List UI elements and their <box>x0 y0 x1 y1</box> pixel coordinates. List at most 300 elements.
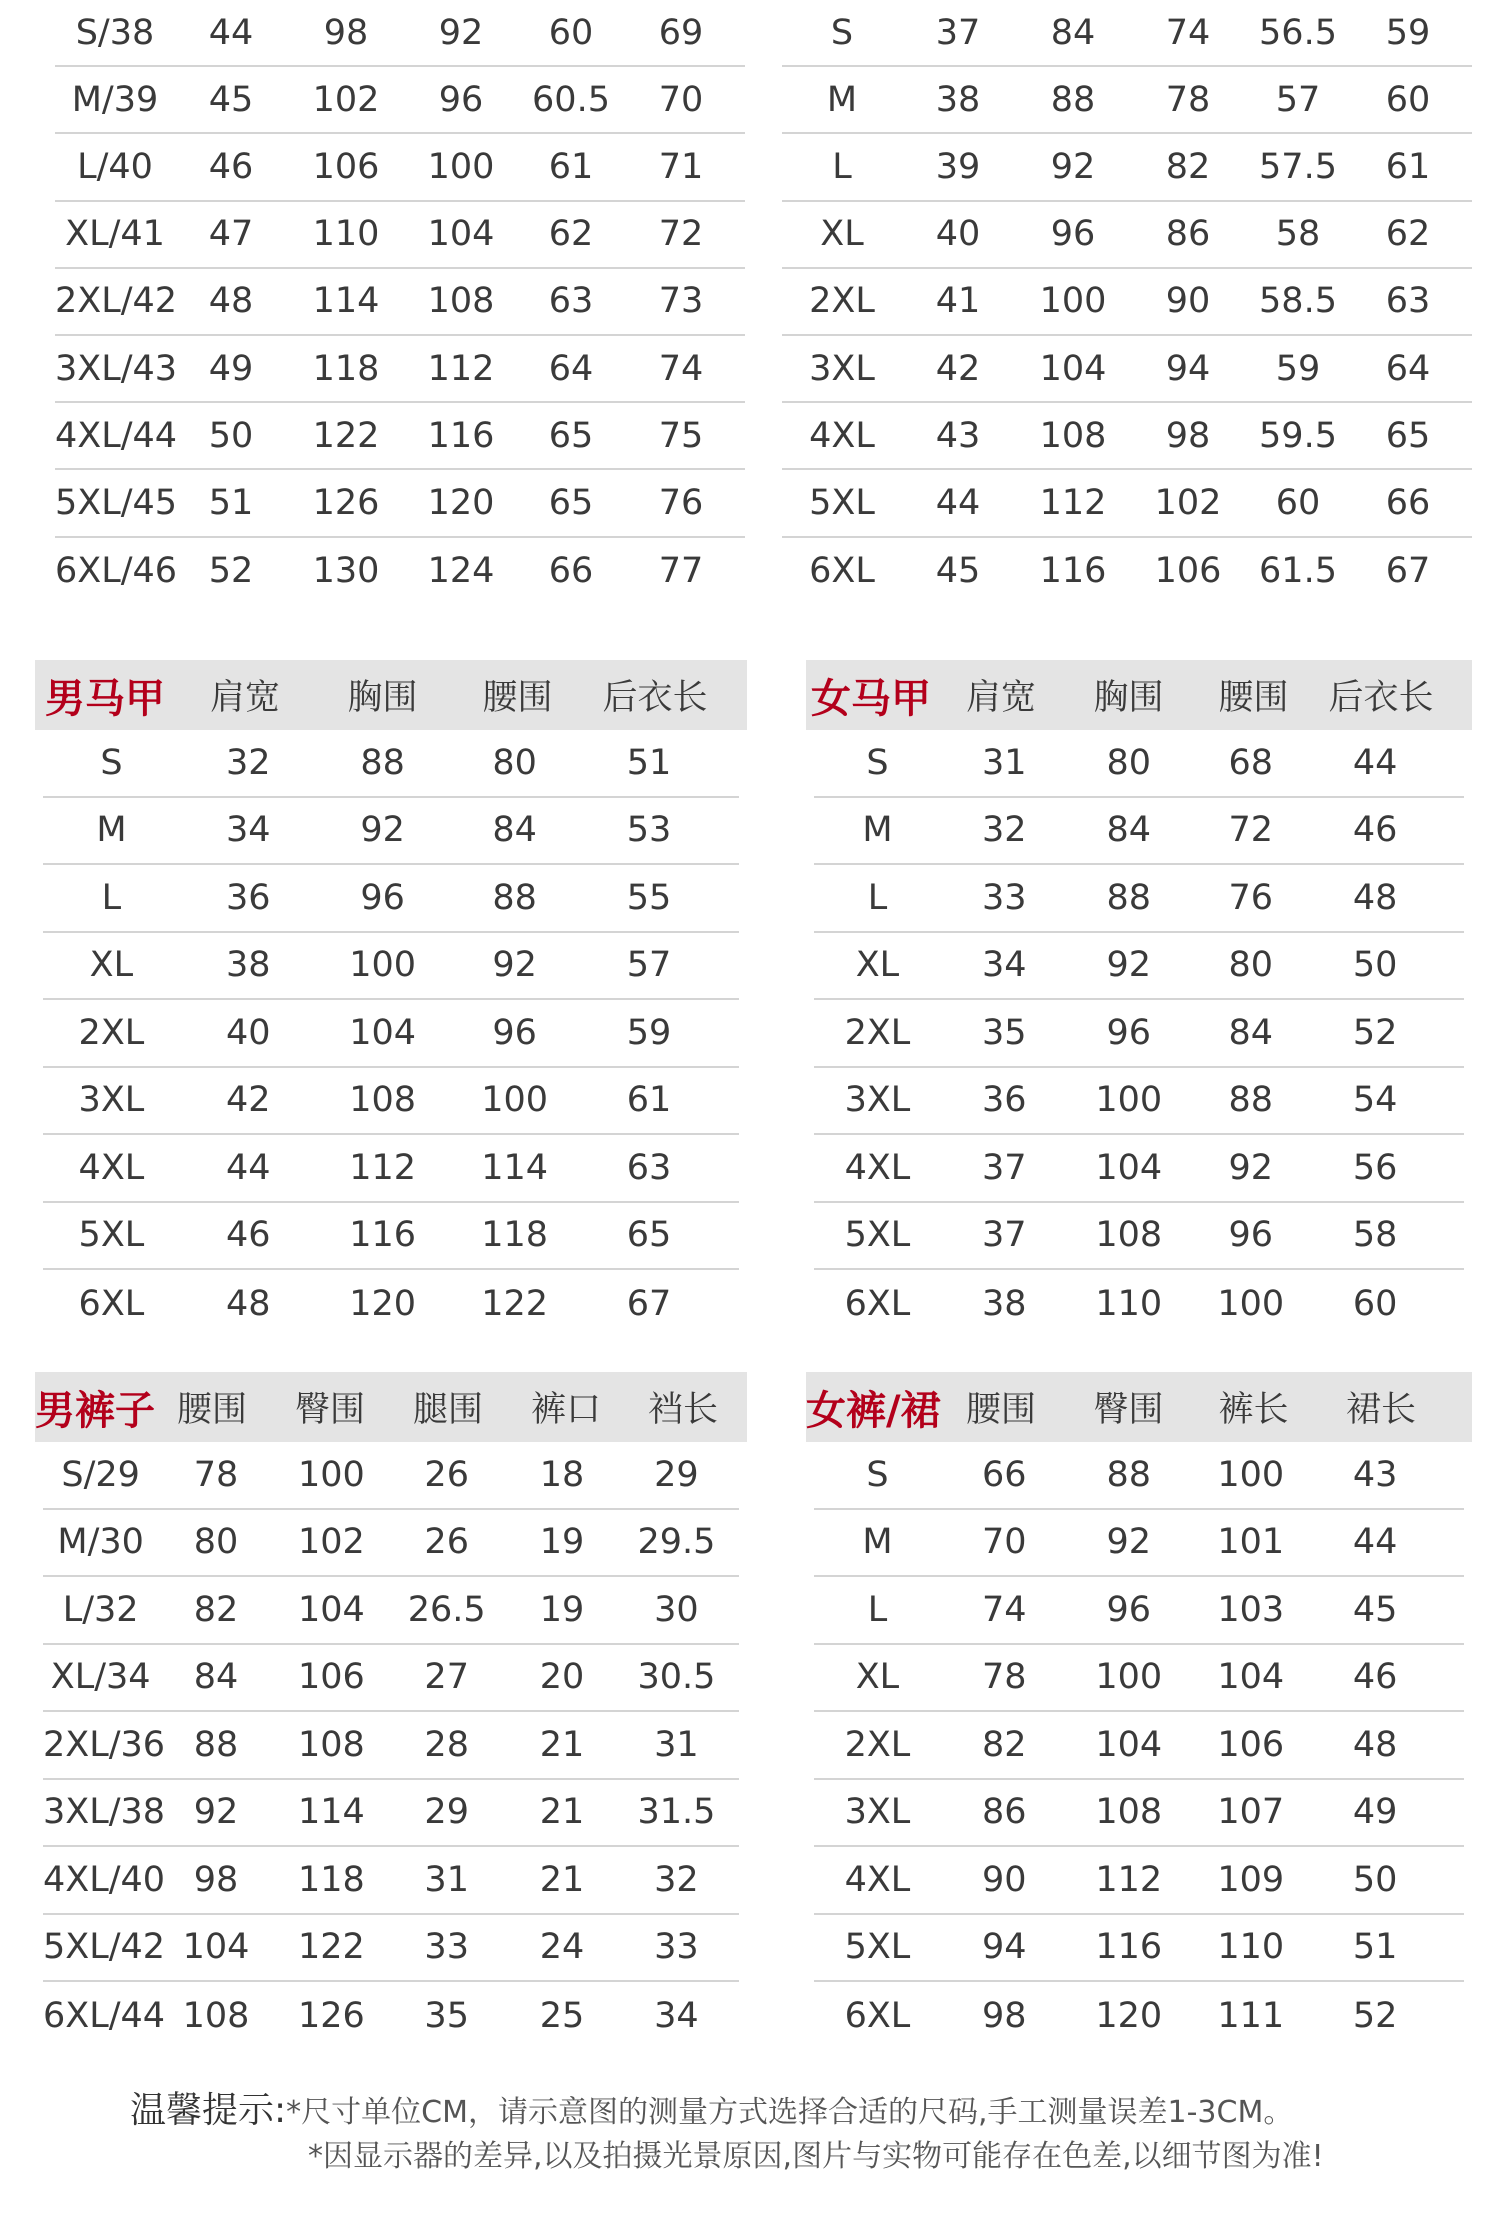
table-row <box>55 269 745 336</box>
measurement-value: 38 <box>935 79 981 120</box>
size-label: M <box>96 810 127 851</box>
size-label: L <box>832 146 852 187</box>
measurement-value: 41 <box>935 281 981 322</box>
table-row <box>782 134 1472 201</box>
measurement-value: 63 <box>548 281 594 322</box>
measurement-value: 84 <box>492 810 537 851</box>
column-header: 裙长 <box>1345 1390 1416 1430</box>
size-label: XL <box>89 945 134 986</box>
column-header: 腰围 <box>965 1390 1036 1430</box>
size-table-top-left <box>55 0 745 605</box>
measurement-value: 112 <box>1095 1859 1163 1900</box>
measurement-value: 88 <box>1106 1454 1152 1495</box>
measurement-value: 63 <box>1385 281 1431 322</box>
measurement-value: 84 <box>1050 12 1096 53</box>
table-row <box>55 470 745 537</box>
measurement-value: 112 <box>427 348 495 389</box>
measurement-value: 21 <box>539 1792 585 1833</box>
table-row <box>43 1712 739 1780</box>
measurement-value: 45 <box>208 79 254 120</box>
table-row <box>55 403 745 470</box>
measurement-value: 100 <box>349 945 417 986</box>
measurement-value: 21 <box>539 1724 585 1765</box>
table-header <box>35 1372 747 1442</box>
table-row <box>814 1915 1464 1983</box>
table-row <box>43 1982 739 2050</box>
size-label: XL/34 <box>50 1657 151 1698</box>
column-header: 臀围 <box>294 1390 365 1430</box>
measurement-value: 100 <box>1095 1657 1163 1698</box>
measurement-value: 96 <box>492 1012 537 1053</box>
column-header: 胸围 <box>347 678 418 718</box>
measurement-value: 34 <box>982 945 1027 986</box>
table-row <box>782 0 1472 67</box>
measurement-value: 122 <box>312 415 380 456</box>
measurement-value: 80 <box>1228 945 1273 986</box>
measurement-value: 64 <box>1385 348 1431 389</box>
measurement-value: 88 <box>1228 1080 1273 1121</box>
measurement-value: 70 <box>658 79 704 120</box>
size-table-top-right <box>782 0 1472 605</box>
measurement-value: 61 <box>626 1080 672 1121</box>
measurement-value: 96 <box>1106 1589 1152 1630</box>
measurement-value: 33 <box>982 877 1027 918</box>
column-header: 裤长 <box>1218 1390 1289 1430</box>
measurement-value: 47 <box>208 214 254 255</box>
size-label: S <box>830 12 854 53</box>
size-table-men-vest <box>35 660 747 1338</box>
measurement-value: 106 <box>312 146 380 187</box>
table-row <box>43 1510 739 1578</box>
measurement-value: 32 <box>982 810 1027 851</box>
measurement-value: 98 <box>982 1995 1027 2036</box>
table-row <box>782 202 1472 269</box>
measurement-value: 43 <box>935 415 981 456</box>
table-row <box>43 1270 739 1338</box>
table-row <box>814 1712 1464 1780</box>
measurement-value: 24 <box>539 1927 585 1968</box>
measurement-value: 54 <box>1352 1080 1398 1121</box>
size-label: 5XL <box>844 1927 911 1968</box>
size-label: 4XL <box>844 1859 911 1900</box>
size-label: S <box>866 742 889 783</box>
size-label: L <box>867 877 888 918</box>
table-row <box>814 1270 1464 1338</box>
measurement-value: 66 <box>1385 482 1431 523</box>
measurement-value: 108 <box>182 1995 250 2036</box>
measurement-value: 31 <box>654 1724 699 1765</box>
measurement-value: 92 <box>193 1792 239 1833</box>
measurement-value: 76 <box>658 482 704 523</box>
measurement-value: 52 <box>208 551 254 592</box>
column-header: 腰围 <box>176 1390 247 1430</box>
tips-line-1 <box>130 2082 1293 2133</box>
table-row <box>55 67 745 134</box>
size-label: 2XL <box>809 281 875 322</box>
measurement-value: 106 <box>297 1657 365 1698</box>
measurement-value: 82 <box>193 1589 239 1630</box>
measurement-value: 108 <box>1095 1215 1163 1256</box>
table-row <box>814 1847 1464 1915</box>
table-row <box>43 1780 739 1848</box>
table-row <box>782 336 1472 403</box>
measurement-value: 114 <box>481 1147 549 1188</box>
table-row <box>814 1442 1464 1510</box>
size-label: 6XL/46 <box>55 551 178 592</box>
measurement-value: 92 <box>360 810 405 851</box>
size-label: 4XL <box>78 1147 145 1188</box>
column-header: 腰围 <box>482 678 553 718</box>
size-label: 6XL <box>809 551 875 592</box>
column-header: 后衣长 <box>602 678 708 718</box>
measurement-value: 74 <box>982 1589 1027 1630</box>
table-row <box>55 538 745 605</box>
measurement-value: 61 <box>548 146 594 187</box>
measurement-value: 60 <box>1352 1283 1398 1324</box>
measurement-value: 102 <box>312 79 380 120</box>
measurement-value: 33 <box>424 1927 469 1968</box>
measurement-value: 92 <box>1106 1522 1152 1563</box>
measurement-value: 49 <box>208 348 254 389</box>
column-header: 臀围 <box>1093 1390 1164 1430</box>
size-label: 2XL/42 <box>55 281 178 322</box>
measurement-value: 46 <box>225 1215 271 1256</box>
measurement-value: 118 <box>481 1215 549 1256</box>
measurement-value: 116 <box>349 1215 417 1256</box>
measurement-value: 62 <box>1385 214 1431 255</box>
size-label: M <box>862 810 893 851</box>
table-title: 男马甲 <box>45 675 165 722</box>
measurement-value: 50 <box>1352 945 1398 986</box>
measurement-value: 48 <box>1352 1724 1398 1765</box>
table-row <box>814 730 1464 798</box>
measurement-value: 34 <box>225 810 271 851</box>
table-row <box>43 1915 739 1983</box>
measurement-value: 75 <box>658 415 704 456</box>
measurement-value: 68 <box>1228 742 1273 783</box>
measurement-value: 18 <box>539 1454 585 1495</box>
measurement-value: 112 <box>349 1147 417 1188</box>
table-row <box>43 1000 739 1068</box>
measurement-value: 40 <box>935 214 981 255</box>
measurement-value: 86 <box>982 1792 1027 1833</box>
measurement-value: 58 <box>1352 1215 1398 1256</box>
table-row <box>782 269 1472 336</box>
measurement-value: 107 <box>1217 1792 1285 1833</box>
measurement-value: 31 <box>982 742 1027 783</box>
measurement-value: 103 <box>1217 1589 1285 1630</box>
measurement-value: 122 <box>297 1927 365 1968</box>
measurement-value: 36 <box>225 877 271 918</box>
size-label: 6XL <box>844 1283 911 1324</box>
table-row <box>814 1645 1464 1713</box>
measurement-value: 26.5 <box>407 1589 486 1630</box>
table-row <box>43 1135 739 1203</box>
measurement-value: 88 <box>1106 877 1152 918</box>
measurement-value: 100 <box>1095 1080 1163 1121</box>
measurement-value: 126 <box>297 1995 365 2036</box>
measurement-value: 36 <box>982 1080 1027 1121</box>
measurement-value: 65 <box>548 415 594 456</box>
measurement-value: 44 <box>208 12 254 53</box>
size-label: M/39 <box>71 79 159 120</box>
measurement-value: 59 <box>1385 12 1431 53</box>
measurement-value: 98 <box>1165 415 1211 456</box>
tips-label: 温馨提示: <box>130 2090 287 2131</box>
measurement-value: 92 <box>492 945 537 986</box>
measurement-value: 52 <box>1352 1995 1398 2036</box>
size-label: S/29 <box>61 1454 140 1495</box>
size-label: S/38 <box>75 12 155 53</box>
table-row <box>814 865 1464 933</box>
measurement-value: 104 <box>182 1927 250 1968</box>
measurement-value: 80 <box>1106 742 1152 783</box>
measurement-value: 29.5 <box>637 1522 716 1563</box>
size-label: 2XL <box>78 1012 145 1053</box>
measurement-value: 46 <box>1352 1657 1398 1698</box>
measurement-value: 31 <box>424 1859 469 1900</box>
table-row <box>814 1135 1464 1203</box>
measurement-value: 100 <box>1217 1283 1285 1324</box>
measurement-value: 78 <box>193 1454 239 1495</box>
measurement-value: 62 <box>548 214 594 255</box>
measurement-value: 70 <box>982 1522 1027 1563</box>
measurement-value: 60 <box>548 12 594 53</box>
measurement-value: 104 <box>1095 1724 1163 1765</box>
measurement-value: 53 <box>626 810 672 851</box>
measurement-value: 65 <box>548 482 594 523</box>
measurement-value: 100 <box>297 1454 365 1495</box>
size-label: 3XL <box>78 1080 145 1121</box>
table-row <box>55 0 745 67</box>
measurement-value: 50 <box>1352 1859 1398 1900</box>
measurement-value: 114 <box>312 281 380 322</box>
size-label: 5XL/42 <box>43 1927 166 1968</box>
measurement-value: 52 <box>1352 1012 1398 1053</box>
measurement-value: 27 <box>424 1657 469 1698</box>
column-header: 裆长 <box>647 1390 718 1430</box>
measurement-value: 60 <box>1385 79 1431 120</box>
table-row <box>814 798 1464 866</box>
measurement-value: 124 <box>427 551 495 592</box>
measurement-value: 30.5 <box>637 1657 716 1698</box>
measurement-value: 108 <box>427 281 495 322</box>
table-row <box>43 798 739 866</box>
measurement-value: 57 <box>626 945 672 986</box>
measurement-value: 78 <box>982 1657 1027 1698</box>
measurement-value: 44 <box>935 482 981 523</box>
measurement-value: 65 <box>626 1215 672 1256</box>
size-label: XL <box>820 214 864 255</box>
measurement-value: 110 <box>1217 1927 1285 1968</box>
measurement-value: 96 <box>1106 1012 1152 1053</box>
measurement-value: 25 <box>539 1995 585 2036</box>
table-row <box>43 1442 739 1510</box>
size-label: 6XL/44 <box>43 1995 166 2036</box>
size-label: 2XL/36 <box>43 1724 166 1765</box>
measurement-value: 104 <box>1095 1147 1163 1188</box>
measurement-value: 126 <box>312 482 380 523</box>
measurement-value: 88 <box>193 1724 239 1765</box>
tips-text-2: *因显示器的差异,以及拍摄光景原因,图片与实物可能存在色差,以细节图为准! <box>308 2139 1324 2174</box>
table-row <box>43 1847 739 1915</box>
measurement-value: 26 <box>424 1522 469 1563</box>
table-row <box>55 202 745 269</box>
measurement-value: 21 <box>539 1859 585 1900</box>
size-label: S <box>100 742 123 783</box>
column-header: 肩宽 <box>209 678 280 718</box>
size-label: L/40 <box>77 146 153 187</box>
measurement-value: 49 <box>1352 1792 1398 1833</box>
measurement-value: 108 <box>349 1080 417 1121</box>
measurement-value: 67 <box>1385 551 1431 592</box>
measurement-value: 84 <box>1228 1012 1273 1053</box>
measurement-value: 73 <box>658 281 704 322</box>
measurement-value: 42 <box>225 1080 271 1121</box>
measurement-value: 45 <box>1352 1589 1398 1630</box>
measurement-value: 38 <box>225 945 271 986</box>
measurement-value: 74 <box>1165 12 1211 53</box>
column-header: 后衣长 <box>1328 678 1434 718</box>
table-header <box>806 660 1472 730</box>
table-row <box>814 1068 1464 1136</box>
measurement-value: 51 <box>208 482 254 523</box>
table-row <box>43 933 739 1001</box>
size-label: 3XL/43 <box>55 348 178 389</box>
measurement-value: 92 <box>1228 1147 1273 1188</box>
size-label: 5XL <box>844 1215 911 1256</box>
measurement-value: 43 <box>1352 1454 1398 1495</box>
measurement-value: 106 <box>1217 1724 1285 1765</box>
measurement-value: 130 <box>312 551 380 592</box>
measurement-value: 57 <box>1275 79 1321 120</box>
measurement-value: 50 <box>208 415 254 456</box>
size-label: 3XL <box>844 1080 911 1121</box>
measurement-value: 116 <box>427 415 495 456</box>
measurement-value: 82 <box>982 1724 1027 1765</box>
table-title: 男裤子 <box>35 1387 155 1434</box>
size-label: 4XL <box>844 1147 911 1188</box>
measurement-value: 57.5 <box>1259 146 1337 187</box>
table-row <box>43 1068 739 1136</box>
measurement-value: 96 <box>360 877 405 918</box>
measurement-value: 56.5 <box>1259 12 1337 53</box>
measurement-value: 58.5 <box>1259 281 1337 322</box>
table-row <box>814 1577 1464 1645</box>
table-row <box>814 933 1464 1001</box>
measurement-value: 20 <box>539 1657 585 1698</box>
measurement-value: 118 <box>312 348 380 389</box>
measurement-value: 88 <box>1050 79 1096 120</box>
tips-line-2 <box>308 2131 1324 2175</box>
measurement-value: 104 <box>1217 1657 1285 1698</box>
measurement-value: 104 <box>297 1589 365 1630</box>
size-table-women-pants-skirt <box>806 1372 1472 2050</box>
measurement-value: 101 <box>1217 1522 1285 1563</box>
measurement-value: 19 <box>539 1589 585 1630</box>
measurement-value: 42 <box>935 348 981 389</box>
column-header: 胸围 <box>1093 678 1164 718</box>
measurement-value: 108 <box>1095 1792 1163 1833</box>
measurement-value: 32 <box>654 1859 699 1900</box>
column-header: 肩宽 <box>965 678 1036 718</box>
measurement-value: 88 <box>492 877 537 918</box>
table-row <box>782 538 1472 605</box>
measurement-value: 19 <box>539 1522 585 1563</box>
measurement-value: 35 <box>424 1995 469 2036</box>
measurement-value: 72 <box>1228 810 1273 851</box>
size-label: L <box>867 1589 888 1630</box>
measurement-value: 29 <box>654 1454 699 1495</box>
measurement-value: 74 <box>658 348 704 389</box>
measurement-value: 80 <box>492 742 537 783</box>
measurement-value: 112 <box>1039 482 1107 523</box>
measurement-value: 108 <box>297 1724 365 1765</box>
measurement-value: 66 <box>982 1454 1027 1495</box>
measurement-value: 66 <box>548 551 594 592</box>
measurement-value: 116 <box>1095 1927 1163 1968</box>
size-label: 5XL <box>78 1215 145 1256</box>
measurement-value: 76 <box>1228 877 1273 918</box>
size-label: S <box>866 1454 889 1495</box>
table-row <box>43 730 739 798</box>
measurement-value: 120 <box>349 1283 417 1324</box>
measurement-value: 90 <box>1165 281 1211 322</box>
size-label: 3XL <box>809 348 875 389</box>
table-row <box>43 865 739 933</box>
size-label: 5XL/45 <box>55 482 178 523</box>
measurement-value: 102 <box>1154 482 1222 523</box>
measurement-value: 37 <box>982 1147 1027 1188</box>
table-row <box>55 336 745 403</box>
table-title: 女马甲 <box>811 675 931 722</box>
measurement-value: 56 <box>1352 1147 1398 1188</box>
table-row <box>814 1203 1464 1271</box>
measurement-value: 64 <box>548 348 594 389</box>
table-row <box>782 67 1472 134</box>
measurement-value: 61 <box>1385 146 1431 187</box>
measurement-value: 120 <box>1095 1995 1163 2036</box>
measurement-value: 82 <box>1165 146 1211 187</box>
size-label: L <box>101 877 122 918</box>
measurement-value: 44 <box>1352 1522 1398 1563</box>
size-table-women-vest <box>806 660 1472 1338</box>
measurement-value: 110 <box>1095 1283 1163 1324</box>
table-row <box>55 134 745 201</box>
measurement-value: 120 <box>427 482 495 523</box>
measurement-value: 51 <box>1352 1927 1398 1968</box>
measurement-value: 80 <box>193 1522 239 1563</box>
table-header <box>806 1372 1472 1442</box>
measurement-value: 34 <box>654 1995 699 2036</box>
measurement-value: 104 <box>1039 348 1107 389</box>
size-label: M <box>826 79 858 120</box>
measurement-value: 32 <box>225 742 271 783</box>
table-header <box>35 660 747 730</box>
size-label: 4XL/44 <box>55 415 178 456</box>
measurement-value: 84 <box>1106 810 1152 851</box>
measurement-value: 69 <box>658 12 704 53</box>
table-row <box>43 1577 739 1645</box>
measurement-value: 94 <box>982 1927 1027 1968</box>
measurement-value: 116 <box>1039 551 1107 592</box>
measurement-value: 92 <box>1050 146 1096 187</box>
measurement-value: 106 <box>1154 551 1222 592</box>
measurement-value: 88 <box>360 742 405 783</box>
measurement-value: 96 <box>438 79 484 120</box>
measurement-value: 98 <box>323 12 369 53</box>
measurement-value: 108 <box>1039 415 1107 456</box>
